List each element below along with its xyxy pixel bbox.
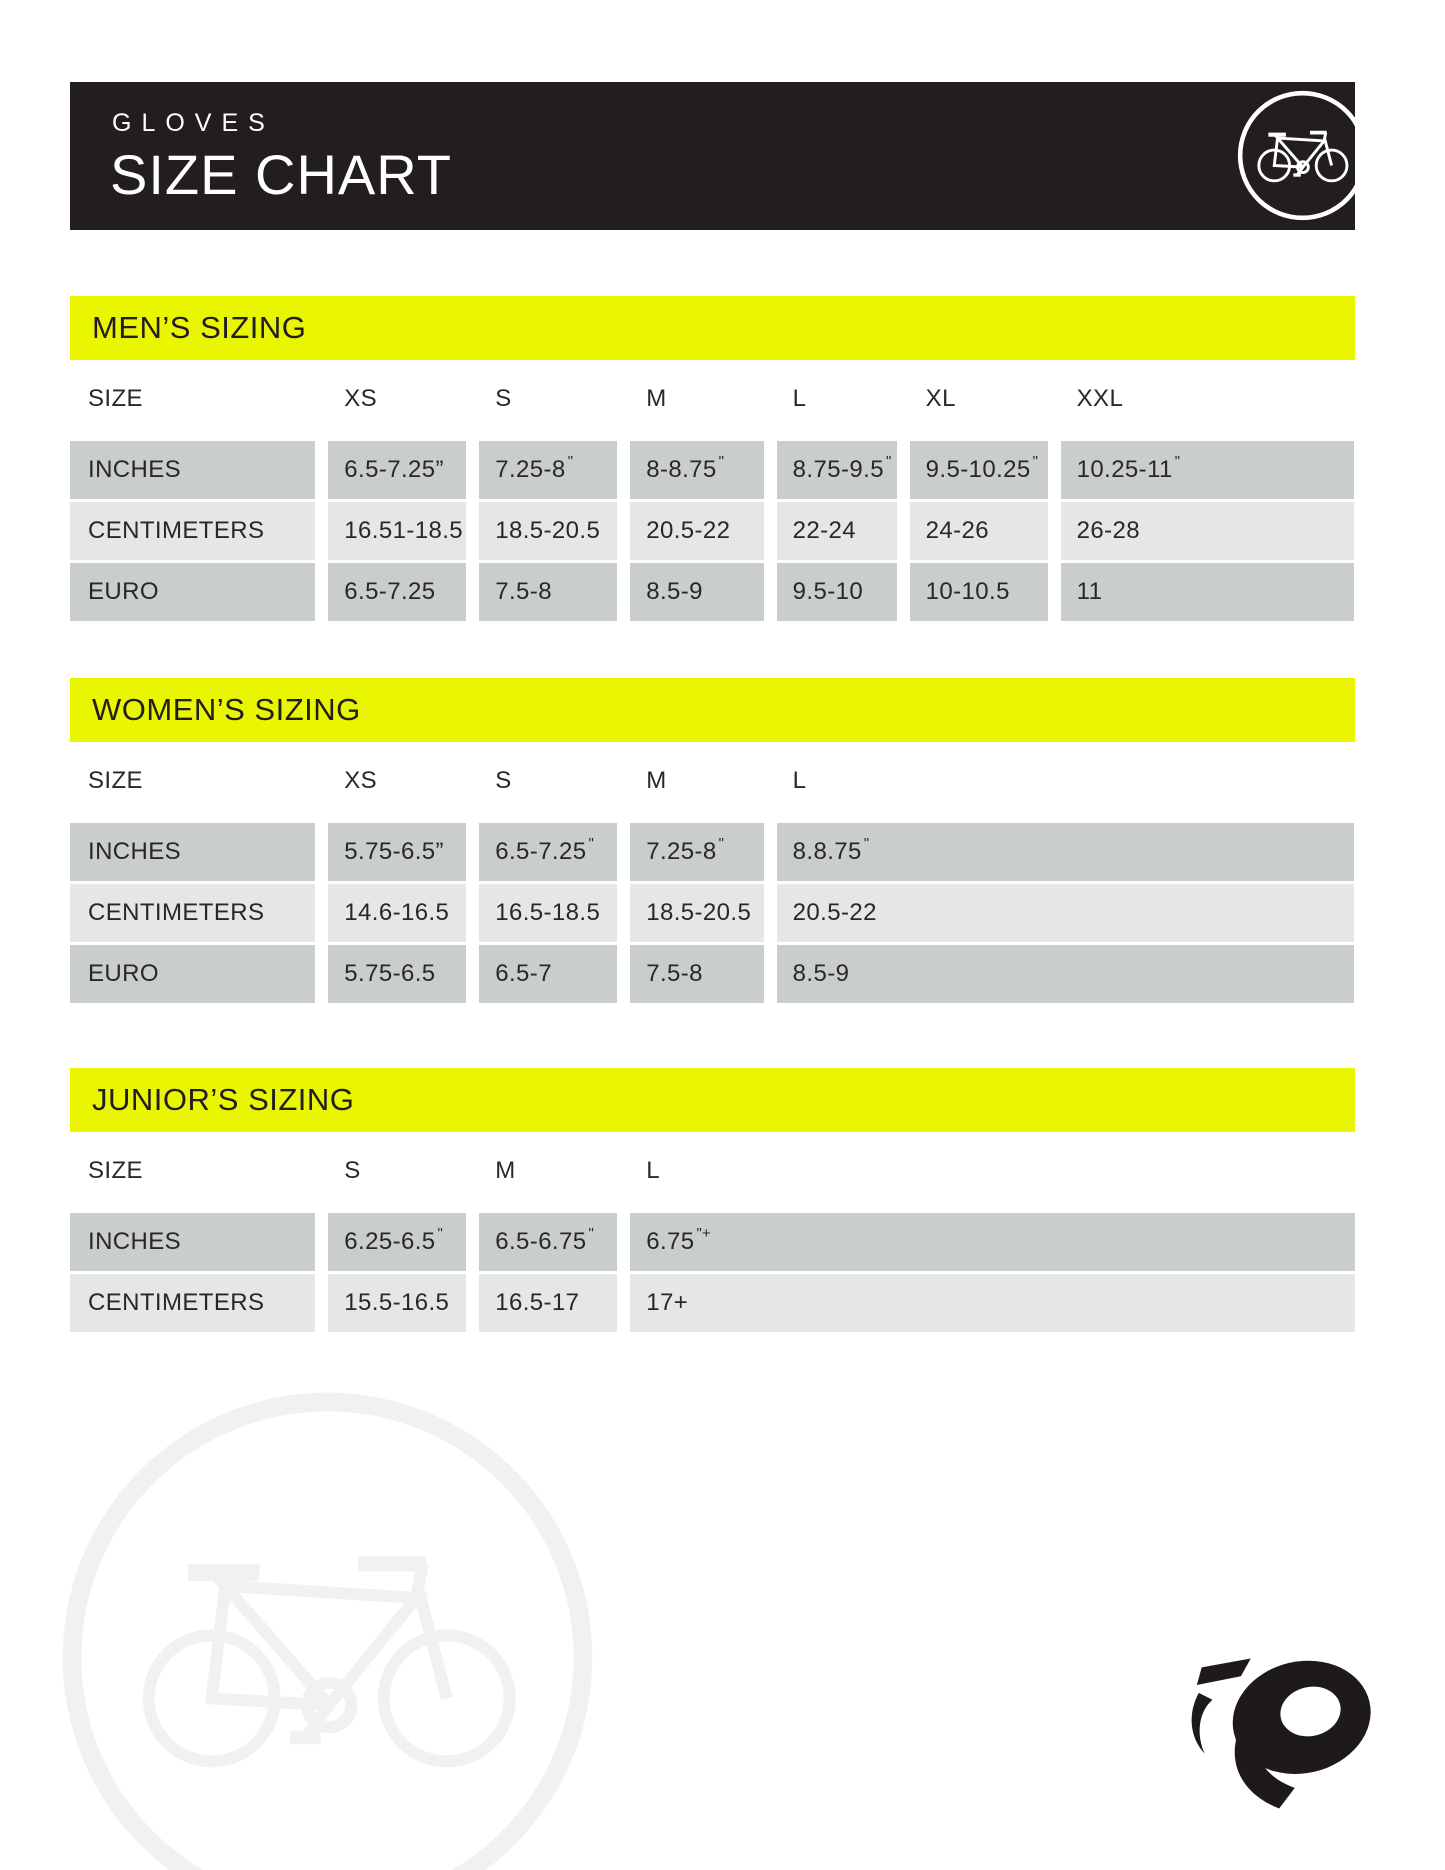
table-row-centimeters [70, 884, 1355, 942]
row-label [70, 823, 315, 881]
size-value: 7.5-8 [646, 960, 703, 987]
size-value: 20.5-22 [646, 517, 731, 544]
column-header [328, 767, 466, 795]
inch-mark: " [718, 834, 724, 852]
size-value: 15.5-16.5 [344, 1289, 450, 1316]
row-label-text: EURO [88, 960, 159, 987]
size-value-cell [328, 945, 466, 1003]
size-value-cell [630, 563, 764, 621]
size-value-cell [479, 1274, 617, 1332]
table-header-row [70, 742, 1355, 820]
column-header [910, 385, 1048, 413]
size-value: 7.25-8 [646, 838, 717, 865]
inch-mark: " [588, 1224, 594, 1242]
size-value: 22-24 [792, 517, 857, 544]
size-value: 6.5-7.25” [344, 456, 444, 483]
column-header-label: XS [344, 385, 378, 412]
mens-size-table [70, 360, 1355, 621]
column-header-size [70, 385, 315, 413]
inch-mark: " [718, 452, 724, 470]
size-value-cell [630, 1274, 1355, 1332]
row-label-text: INCHES [88, 1228, 182, 1255]
size-value-cell [777, 441, 897, 499]
pearl-izumi-logo [1188, 1656, 1384, 1814]
section-title-bar [70, 678, 1355, 742]
size-value: 18.5-20.5 [495, 517, 601, 544]
size-value-cell [479, 1213, 617, 1271]
column-header-label: L [792, 767, 807, 794]
inch-mark: " [567, 452, 574, 470]
section-title-bar [70, 1068, 1355, 1132]
column-header-label: L [792, 385, 807, 412]
column-header-label: S [344, 1157, 361, 1184]
table-row-euro [70, 563, 1355, 621]
section-title: MEN’S SIZING [92, 310, 307, 345]
size-value-cell [630, 945, 764, 1003]
column-header-label: S [495, 767, 512, 794]
size-value-cell [1061, 563, 1355, 621]
inch-mark: "+ [696, 1224, 711, 1242]
size-value-cell [479, 884, 617, 942]
column-header [777, 767, 1355, 795]
size-value: 7.25-8 [495, 456, 566, 483]
column-header [328, 385, 466, 413]
header-bar [70, 82, 1355, 230]
table-header-row [70, 1132, 1355, 1210]
size-value-cell [328, 823, 466, 881]
column-header-label: XS [344, 767, 378, 794]
table-header-row [70, 360, 1355, 438]
column-header-label: SIZE [88, 1157, 143, 1184]
womens-size-table [70, 742, 1355, 1003]
size-value-cell [910, 563, 1048, 621]
size-value: 24-26 [925, 517, 990, 544]
row-label-text: INCHES [88, 456, 182, 483]
row-label [70, 1274, 315, 1332]
section-title-bar [70, 296, 1355, 360]
size-value: 8.5-9 [792, 960, 850, 987]
size-value: 6.5-7.25 [344, 578, 436, 605]
size-value: 16.5-17 [495, 1289, 580, 1316]
column-header-label: S [495, 385, 512, 412]
inch-mark: " [588, 834, 594, 852]
size-value: 11 [1076, 578, 1103, 605]
column-header-label: M [646, 767, 667, 794]
column-header [479, 1157, 617, 1185]
inch-mark: " [1032, 452, 1038, 470]
size-value-cell [479, 502, 617, 560]
size-value: 16.5-18.5 [495, 899, 601, 926]
table-row-inches [70, 1213, 1355, 1271]
bicycle-circle-watermark-icon [55, 1385, 600, 1870]
column-header-label: M [495, 1157, 516, 1184]
column-header-label: SIZE [88, 767, 143, 794]
column-header-label: XL [925, 385, 956, 412]
table-row-centimeters [70, 502, 1355, 560]
size-value: 26-28 [1076, 517, 1141, 544]
column-header [479, 767, 617, 795]
size-value: 6.5-6.75 [495, 1228, 587, 1255]
section-womens-sizing [70, 678, 1355, 1003]
inch-mark: " [863, 834, 870, 852]
size-value-cell [328, 502, 466, 560]
column-header [630, 1157, 1355, 1185]
inch-mark: " [885, 452, 892, 470]
size-value: 16.51-18.5 [344, 517, 464, 544]
size-value: 8-8.75 [646, 456, 717, 483]
size-value-cell [630, 1213, 1355, 1271]
size-value: 17+ [646, 1289, 689, 1316]
size-value: 8.8.75 [792, 838, 862, 865]
section-title: JUNIOR’S SIZING [92, 1082, 355, 1117]
size-value-cell [479, 945, 617, 1003]
size-value: 7.5-8 [495, 578, 552, 605]
size-value-cell [630, 502, 764, 560]
row-label-text: CENTIMETERS [88, 899, 265, 926]
row-label [70, 945, 315, 1003]
size-value-cell [910, 441, 1048, 499]
size-value: 6.75 [646, 1228, 695, 1255]
size-value-cell [777, 823, 1355, 881]
row-label [70, 441, 315, 499]
size-value: 9.5-10.25 [925, 456, 1031, 483]
size-value: 18.5-20.5 [646, 899, 752, 926]
row-label [70, 884, 315, 942]
header-kicker: GLOVES [112, 109, 275, 137]
row-label-text: CENTIMETERS [88, 517, 265, 544]
section-juniors-sizing [70, 1068, 1355, 1332]
size-value: 5.75-6.5 [344, 960, 436, 987]
size-value: 10.25-11 [1076, 456, 1173, 483]
table-row-centimeters [70, 1274, 1355, 1332]
size-value-cell [777, 502, 897, 560]
size-value-cell [479, 823, 617, 881]
column-header [630, 767, 764, 795]
size-value: 6.25-6.5 [344, 1228, 436, 1255]
row-label [70, 563, 315, 621]
size-value: 9.5-10 [792, 578, 864, 605]
size-value-cell [328, 441, 466, 499]
table-row-inches [70, 823, 1355, 881]
column-header [479, 385, 617, 413]
column-header [630, 385, 764, 413]
inch-mark: " [437, 1224, 443, 1242]
column-header-label: SIZE [88, 385, 143, 412]
size-value: 10-10.5 [925, 578, 1010, 605]
size-value-cell [328, 884, 466, 942]
size-value: 14.6-16.5 [344, 899, 450, 926]
size-value-cell [777, 945, 1355, 1003]
size-value-cell [328, 563, 466, 621]
size-value-cell [630, 441, 764, 499]
juniors-size-table [70, 1132, 1355, 1332]
bicycle-circle-icon [1236, 89, 1355, 222]
size-value-cell [777, 563, 897, 621]
column-header-size [70, 767, 315, 795]
size-value-cell [630, 884, 764, 942]
size-value: 8.75-9.5 [792, 456, 884, 483]
size-value: 6.5-7 [495, 960, 552, 987]
column-header [777, 385, 897, 413]
row-label-text: INCHES [88, 838, 182, 865]
section-title: WOMEN’S SIZING [92, 692, 361, 727]
size-value-cell [910, 502, 1048, 560]
size-value-cell [479, 441, 617, 499]
section-mens-sizing [70, 296, 1355, 621]
size-value-cell [1061, 502, 1355, 560]
table-row-inches [70, 441, 1355, 499]
column-header [1061, 385, 1355, 413]
size-value-cell [1061, 441, 1355, 499]
size-value-cell [328, 1213, 466, 1271]
size-value: 5.75-6.5” [344, 838, 444, 865]
size-value-cell [777, 884, 1355, 942]
row-label [70, 502, 315, 560]
size-value: 20.5-22 [792, 899, 877, 926]
size-value-cell [630, 823, 764, 881]
column-header [328, 1157, 466, 1185]
row-label [70, 1213, 315, 1271]
column-header-size [70, 1157, 315, 1185]
size-value-cell [328, 1274, 466, 1332]
inch-mark: " [1174, 452, 1181, 470]
table-row-euro [70, 945, 1355, 1003]
size-value: 6.5-7.25 [495, 838, 587, 865]
row-label-text: CENTIMETERS [88, 1289, 265, 1316]
row-label-text: EURO [88, 578, 159, 605]
size-value-cell [479, 563, 617, 621]
page-title: SIZE CHART [110, 143, 452, 206]
size-value: 8.5-9 [646, 578, 703, 605]
column-header-label: M [646, 385, 667, 412]
column-header-label: L [646, 1157, 660, 1184]
column-header-label: XXL [1076, 385, 1124, 412]
